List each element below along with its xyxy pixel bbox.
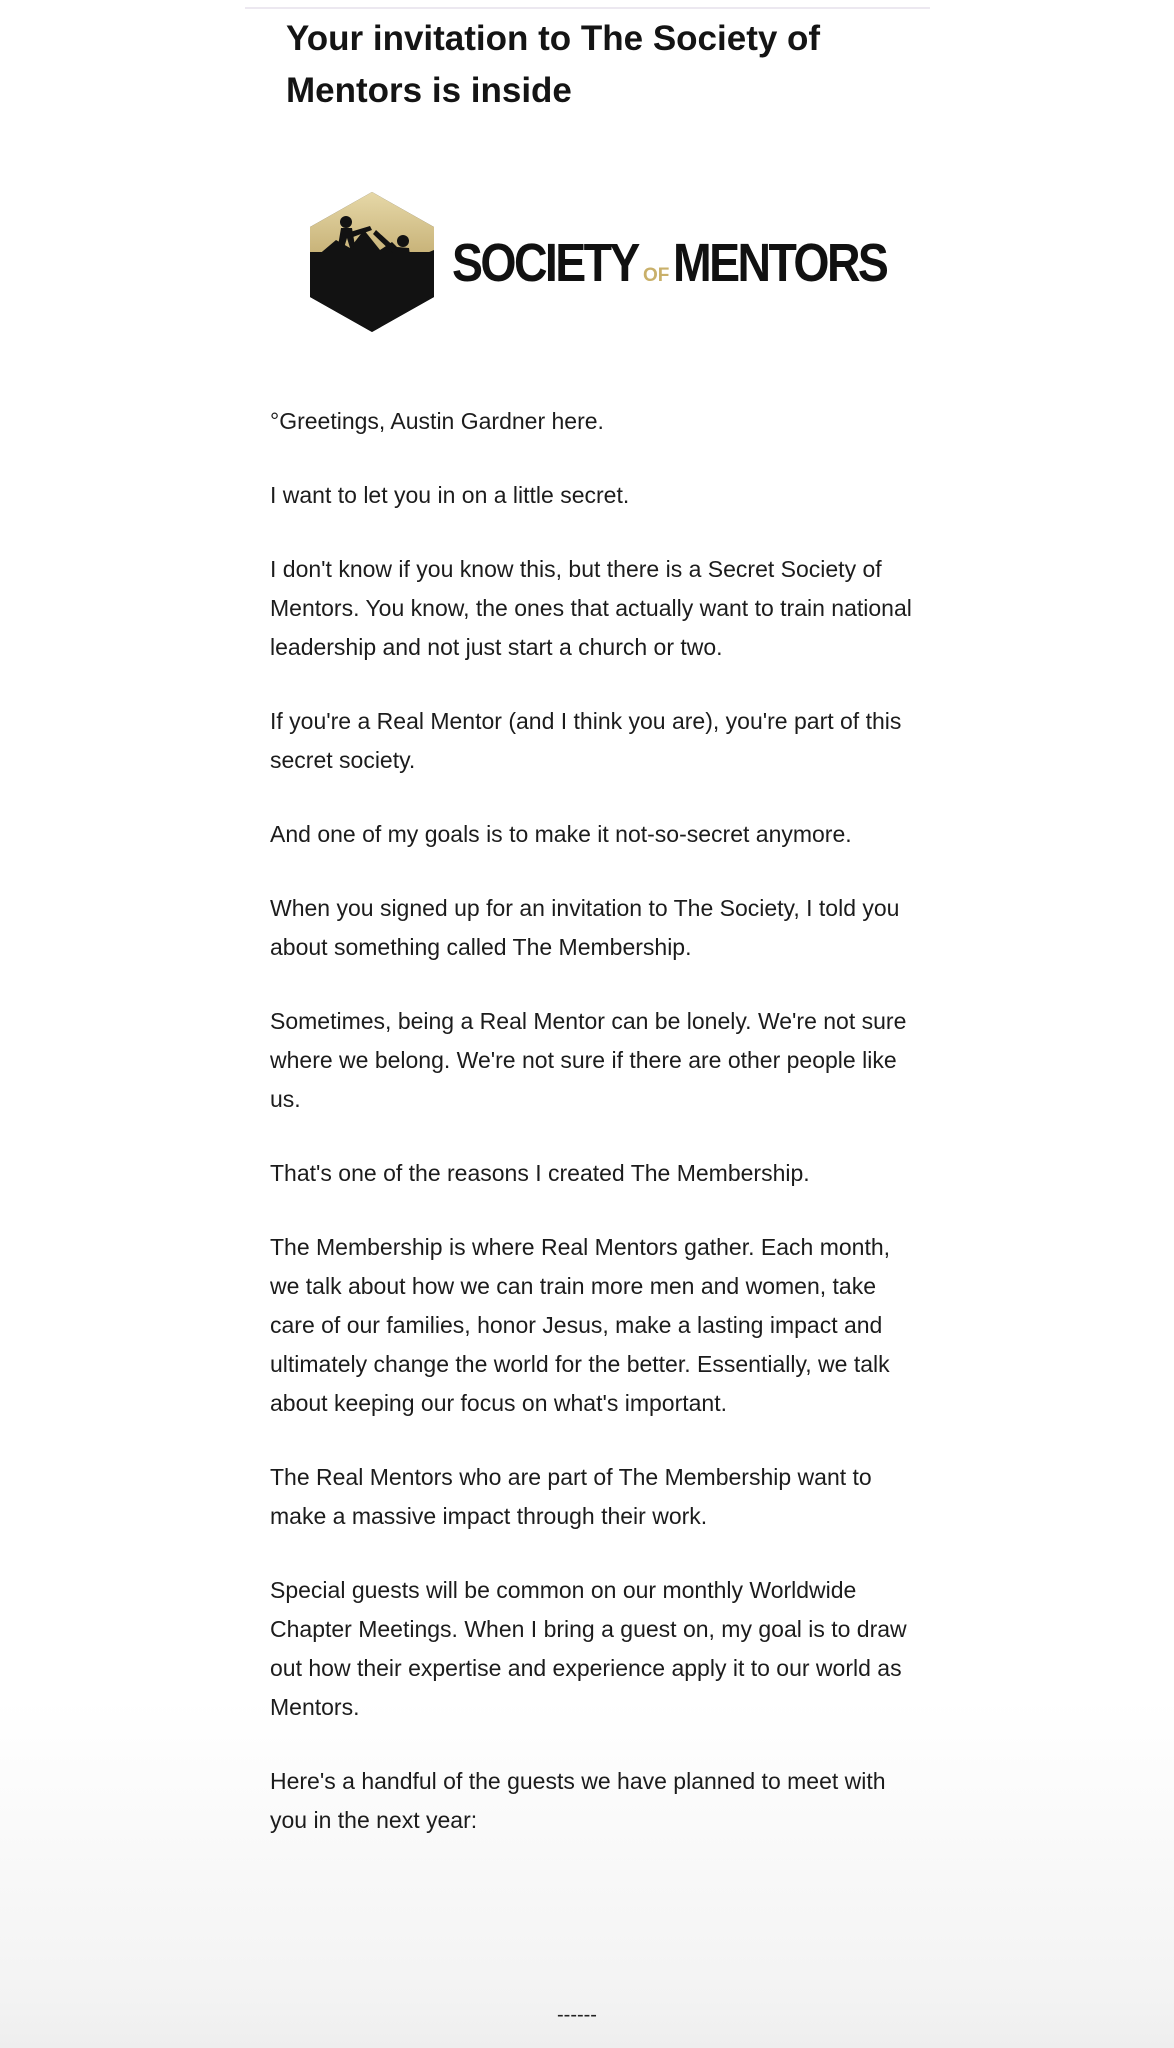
hexagon-climbers-icon bbox=[306, 190, 438, 334]
paragraph: Here's a handful of the guests we have planned to meet with you in the next year: bbox=[270, 1768, 886, 1833]
email-subject: Your invitation to The Society of Mentors is inside bbox=[286, 19, 821, 110]
top-divider bbox=[245, 7, 930, 9]
paragraph: I don't know if you know this, but there is a Secret Society of Mentors. You know, the ones that actually want to train national leadership and not just start a church or two. bbox=[270, 556, 912, 660]
paragraph: When you signed up for an invitation to The Society, I told you about something called The Membership. bbox=[270, 895, 900, 960]
paragraph: I want to let you in on a little secret. bbox=[270, 482, 630, 508]
paragraph: The Membership is where Real Mentors gather. Each month, we talk about how we can train more men and women, take care of our families, honor Jesus, make a lasting impact and ultimately change the world for the better. Essentially, we talk about keeping our focus on what's important. bbox=[270, 1234, 891, 1416]
paragraph: Special guests will be common on our monthly Worldwide Chapter Meetings. When I bring a guest on, my goal is to draw out how their expertise and experience apply it to our world as Mentors. bbox=[270, 1577, 907, 1720]
email-body bbox=[270, 402, 920, 1875]
society-of-mentors-logo bbox=[306, 190, 887, 334]
logo-word-of: OF bbox=[643, 265, 670, 286]
logo-word-society: SOCIETY bbox=[452, 233, 638, 293]
paragraph-greeting: °Greetings, Austin Gardner here. bbox=[270, 408, 604, 434]
paragraph: The Real Mentors who are part of The Membership want to make a massive impact through their work. bbox=[270, 1464, 872, 1529]
logo-wordmark bbox=[452, 230, 921, 296]
logo-word-mentors: MENTORS bbox=[673, 233, 887, 293]
paragraph: That's one of the reasons I created The Membership. bbox=[270, 1160, 810, 1186]
paragraph: If you're a Real Mentor (and I think you are), you're part of this secret society. bbox=[270, 708, 902, 773]
section-separator: ------ bbox=[557, 2004, 597, 2026]
paragraph: Sometimes, being a Real Mentor can be lonely. We're not sure where we belong. We're not sure if there are other people like us. bbox=[270, 1008, 907, 1112]
paragraph: And one of my goals is to make it not-so-secret anymore. bbox=[270, 821, 852, 847]
